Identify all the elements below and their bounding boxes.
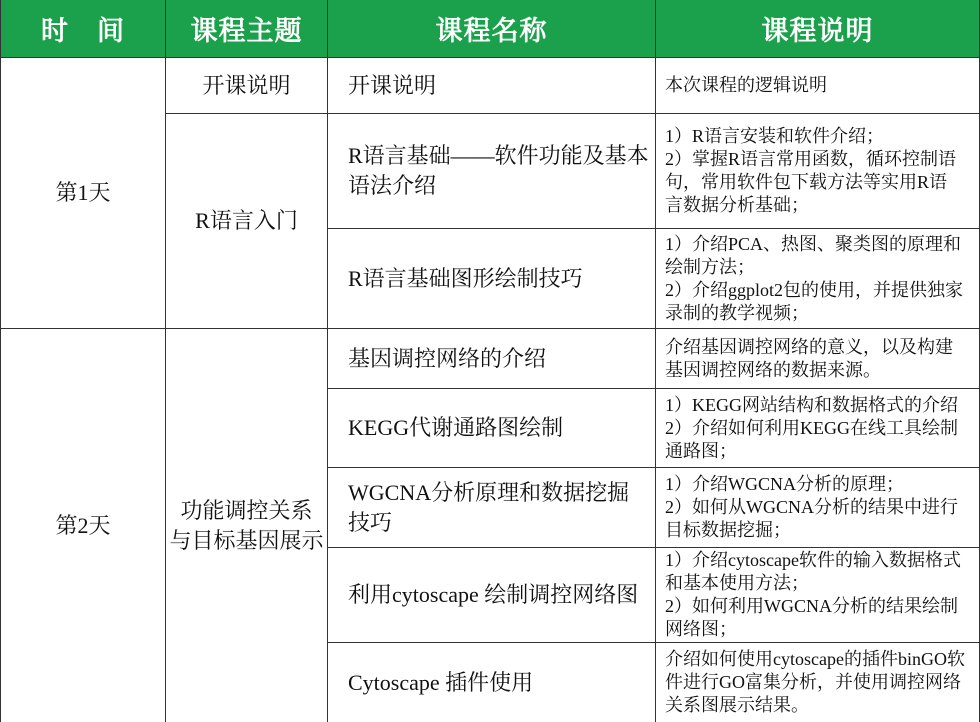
course-description: 1）R语言安装和软件介绍； 2）掌握R语言常用函数，循环控制语 句，常用软件包下载方法等实用R语 言数据分析基础； [665,126,957,215]
topic-cell-regulation [166,329,327,722]
header-course-name [328,0,655,57]
header-time-label: 时 间 [41,16,125,46]
course-description-cell [656,468,979,547]
day-label: 第1天 [55,180,111,205]
course-name: KEGG代谢通路图绘制 [348,415,564,440]
topic-cell-opening [166,58,327,113]
course-name: 基因调控网络的介绍 [348,345,547,371]
course-description-cell [656,229,979,328]
header-topic-label: 课程主题 [190,16,303,46]
course-name-cell [328,114,655,228]
day-cell-1 [1,58,165,328]
header-course-description [656,0,979,57]
course-name-cell [328,643,655,722]
course-description-cell [656,548,979,642]
course-description: 1）介绍PCA、热图、聚类图的原理和 绘制方法； 2）介绍ggplot2包的使用，并提供独家 录制的教学视频； [665,233,964,323]
course-description: 介绍如何使用cytoscape的插件binGO软 件进行GO富集分析，并使用调控网络 关系图展示结果。 [665,649,965,715]
course-description-cell [656,643,979,722]
course-name: R语言基础——软件功能及基本 语法介绍 [348,143,649,198]
course-description-cell [656,114,979,228]
topic-label: 功能调控关系 与目标基因展示 [169,497,324,553]
topic-label: R语言入门 [195,208,298,233]
day-cell-2 [1,329,165,722]
course-description-cell [656,58,979,113]
course-description: 本次课程的逻辑说明 [665,75,827,95]
course-name-cell [328,229,655,328]
header-topic [166,0,327,57]
course-description-cell [656,389,979,467]
header-time [1,0,165,57]
course-name: 利用cytoscape 绘制调控网络图 [348,582,639,607]
course-name-cell [328,329,655,388]
header-course-description-label: 课程说明 [761,16,874,46]
course-name: Cytoscape 插件使用 [348,669,534,695]
course-description: 1）介绍WGCNA分析的原理； 2）如何从WGCNA分析的结果中进行 目标数据挖掘； [665,474,958,540]
day-label: 第2天 [55,512,111,538]
course-name-cell [328,58,655,113]
course-description: 介绍基因调控网络的意义，以及构建 基因调控网络的数据来源。 [665,336,953,380]
course-name-cell [328,468,655,547]
topic-label: 开课说明 [202,72,291,98]
course-description: 1）KEGG网站结构和数据格式的介绍 2）介绍如何利用KEGG在线工具绘制 通路图； [665,394,958,461]
course-name: R语言基础图形绘制技巧 [348,265,583,291]
course-name-cell [328,389,655,467]
topic-cell-r-intro [166,114,327,328]
course-name: 开课说明 [348,72,437,98]
header-course-name-label: 课程名称 [435,16,548,46]
course-name: WGCNA分析原理和数据挖掘 技巧 [348,479,630,535]
course-description-cell [656,329,979,388]
course-description: 1）介绍cytoscape软件的输入数据格式 和基本使用方法； 2）如何利用WGCNA分析的结果绘制 网络图； [665,550,961,639]
course-name-cell [328,548,655,642]
